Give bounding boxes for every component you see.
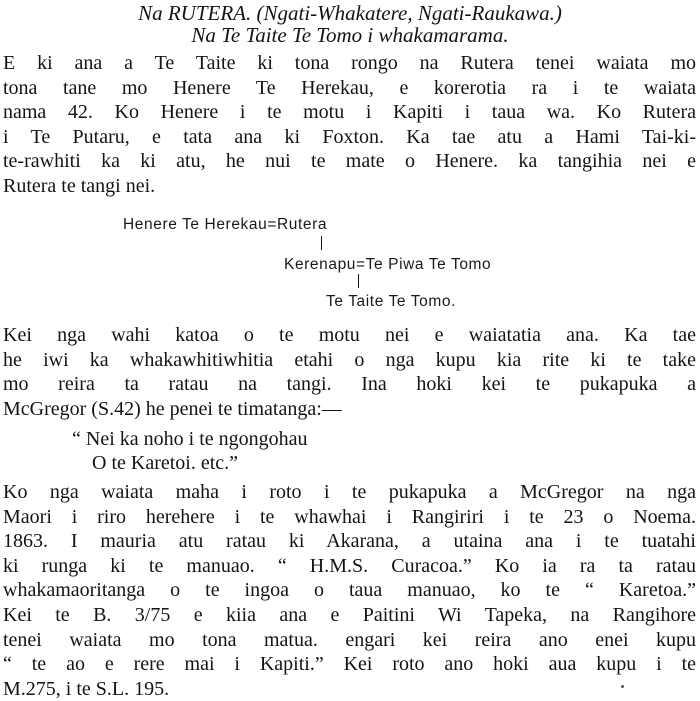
- paragraph-intro: [3, 51, 696, 198]
- paragraph-references: [3, 603, 696, 701]
- paragraph-line: McGregor (S.42) he penei te timatanga:—: [3, 397, 696, 422]
- paragraph-line: ki runga ki te manuao. “ H.M.S. Curacoa.” Ko ia ra ta ratau: [3, 554, 696, 579]
- genealogy-parents: Henere Te Herekau=Rutera: [123, 216, 327, 234]
- paragraph-line: tona tane mo Henere Te Herekau, e korerotia ra i te waiata: [3, 76, 696, 101]
- descent-line: [321, 236, 322, 250]
- paragraph-line: mo reira ta ratau na tangi. Ina hoki kei te pukapuka a: [3, 372, 696, 397]
- genealogy-child-couple: Kerenapu=Te Piwa Te Tomo: [284, 256, 491, 274]
- paragraph-line: E ki ana a Te Taite ki tona rongo na Rutera tenei waiata mo: [3, 51, 696, 76]
- paragraph-line: Kei nga wahi katoa o te motu nei e waiatatia ana. Ka tae: [3, 323, 696, 348]
- genealogy-grandchild: Te Taite Te Tomo.: [326, 293, 456, 311]
- paragraph-line: whakamaoritanga o te ingoa o taua manuao, ko te “ Karetoa.”: [3, 578, 696, 603]
- paragraph-line: 1863. I mauria atu ratau ki Akarana, a utaina ana i te tuatahi: [3, 529, 696, 554]
- paragraph-line: Ko nga waiata maha i roto i te pukapuka a McGregor na nga: [3, 480, 696, 505]
- song-title: Na RUTERA. (Ngati-Whakatere, Ngati-Raukawa.): [0, 2, 700, 25]
- song-subtitle: Na Te Taite Te Tomo i whakamarama.: [0, 24, 700, 47]
- paragraph-line: Rutera te tangi nei.: [3, 174, 696, 199]
- paragraph-line: te-rawhiti ka ki atu, he nui te mate o Henere. ka tangihia nei e: [3, 149, 696, 174]
- paragraph-line: Kei te B. 3/75 e kiia ana e Paitini Wi Tapeka, na Rangihore: [3, 603, 696, 628]
- paragraph-variants: [3, 323, 696, 421]
- quoted-verse-line: “ Nei ka noho i te ngongohau: [72, 427, 308, 451]
- paragraph-line: M.275, i te S.L. 195.: [3, 677, 696, 701]
- paragraph-line: “ te ao e rere mai i Kapiti.” Kei roto ano hoki aua kupu i te: [3, 652, 696, 677]
- quoted-verse-line: O te Karetoi. etc.”: [92, 451, 238, 475]
- paragraph-history: [3, 480, 696, 603]
- descent-line: [358, 274, 359, 288]
- print-speck: [621, 685, 624, 688]
- paragraph-line: tenei waiata mo tona matua. engari kei reira ano enei kupu: [3, 628, 696, 653]
- paragraph-line: nama 42. Ko Henere i te motu i Kapiti i taua wa. Ko Rutera: [3, 100, 696, 125]
- paragraph-line: Maori i riro herehere i te whawhai i Rangiriri i te 23 o Noema.: [3, 505, 696, 530]
- paragraph-line: i Te Putaru, e tata ana ki Foxton. Ka tae atu a Hami Tai-ki-: [3, 125, 696, 150]
- paragraph-line: he iwi ka whakawhitiwhitia etahi o nga kupu kia rite ki te take: [3, 348, 696, 373]
